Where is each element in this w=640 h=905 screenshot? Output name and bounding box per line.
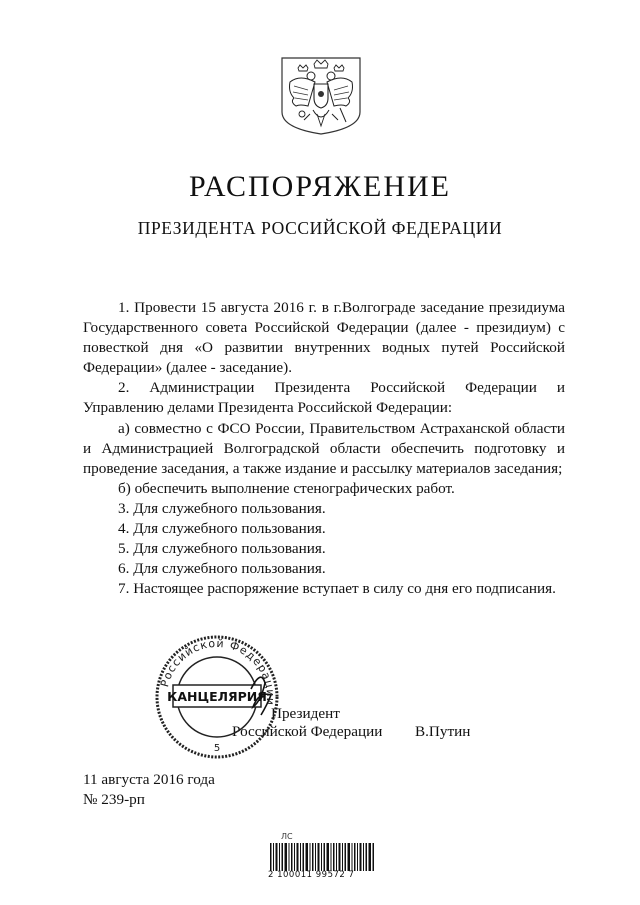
paragraph-3: 3. Для служебного пользования. — [118, 499, 326, 517]
coat-of-arms-emblem — [280, 52, 362, 136]
barcode-number: 2 100011 99572 7 — [268, 870, 355, 880]
paragraph-2: 2. Администрации Президента Российской Федерации и Управлению делами Президента Российской Федерации: — [83, 379, 565, 417]
signatory-name: В.Путин — [415, 723, 471, 740]
stamp-ring-text: Российской Федерации — [158, 636, 278, 707]
stamp-center-text: КАНЦЕЛЯРИЯ — [167, 689, 267, 704]
document-date-block — [83, 770, 215, 810]
signatory-title-line1: Президент — [271, 705, 340, 722]
paragraph-4: 4. Для служебного пользования. — [118, 520, 326, 538]
document-subtitle: ПРЕЗИДЕНТА РОССИЙСКОЙ ФЕДЕРАЦИИ — [137, 218, 503, 238]
document-body — [83, 298, 565, 599]
paragraph-6: 6. Для служебного пользования. — [118, 560, 326, 578]
paragraph-7: 7. Настоящее распоряжение вступает в силу со дня его подписания. — [118, 580, 556, 598]
stamp-number: 5 — [213, 743, 221, 754]
signatory-title-line2: Российской Федерации — [232, 723, 383, 740]
barcode — [268, 843, 376, 871]
paragraph-2b: б) обеспечить выполнение стенографических работ. — [118, 479, 455, 497]
paragraph-2a: а) совместно с ФСО России, Правительством Астраханской области и Администрацией Волгоградской области обеспечить подготовку и проведение заседания, а также издание и рассылку материалов заседания; — [83, 419, 565, 477]
document-date: 11 августа 2016 года — [83, 771, 215, 788]
paragraph-5: 5. Для служебного пользования. — [118, 540, 326, 558]
official-seal-stamp — [155, 635, 279, 759]
paragraph-1: 1. Провести 15 августа 2016 г. в г.Волгограде заседание президиума Государственного совета Российской Федерации (далее - президиум) с повесткой дня «О развитии внутренних водных путей Российской Федерации» (далее - заседание). — [83, 299, 565, 377]
document-title: РАСПОРЯЖЕНИЕ — [188, 170, 452, 203]
registration-mark: ЛС — [281, 832, 293, 841]
document-number: № 239-рп — [83, 791, 145, 808]
